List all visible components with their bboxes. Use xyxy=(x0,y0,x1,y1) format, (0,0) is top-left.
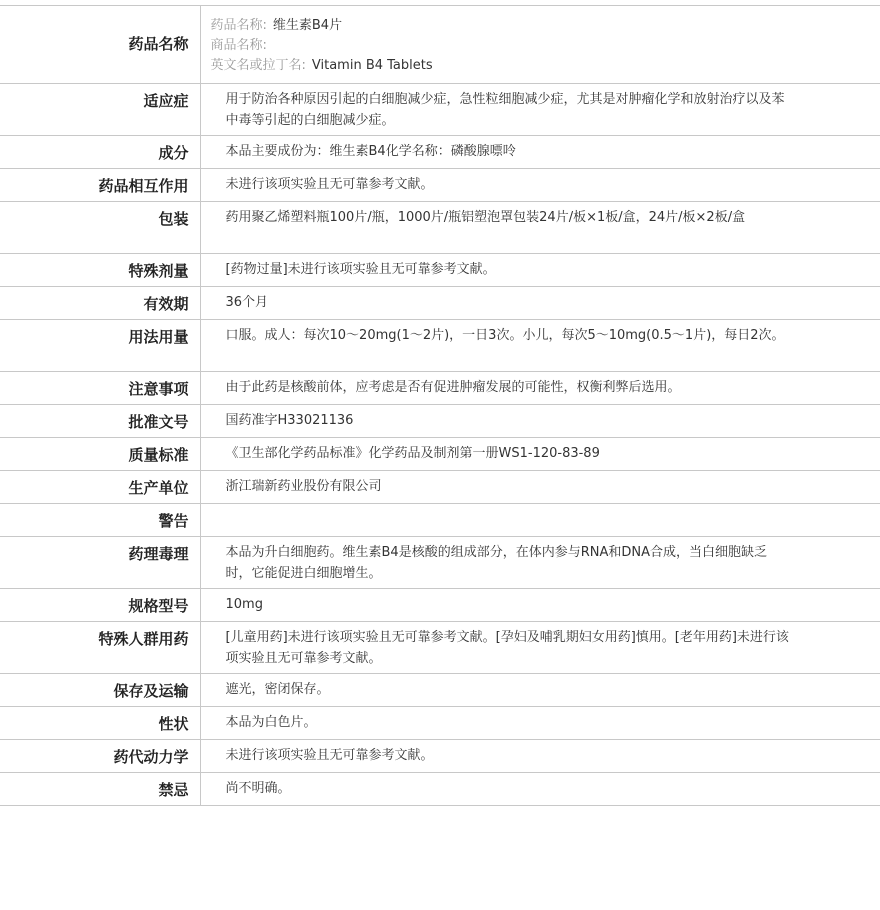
row-value-text: 浙江瑞新药业股份有限公司 xyxy=(225,479,382,494)
row-label xyxy=(0,589,200,622)
row-value xyxy=(200,372,880,405)
spec-row-precautions xyxy=(0,372,880,405)
row-label-text: 禁忌 xyxy=(158,781,189,799)
row-value xyxy=(200,254,880,287)
row-label-text: 成分 xyxy=(158,144,189,162)
row-label xyxy=(0,84,200,136)
english-name-line xyxy=(211,56,791,76)
spec-row-interactions xyxy=(0,169,880,202)
spec-row-name xyxy=(0,6,880,84)
row-label-text: 批准文号 xyxy=(128,413,189,431)
row-label xyxy=(0,6,200,84)
row-value xyxy=(200,674,880,707)
row-value-text: 36个月 xyxy=(225,295,269,310)
spec-row-manufacturer xyxy=(0,471,880,504)
row-label xyxy=(0,169,200,202)
row-label xyxy=(0,674,200,707)
row-label-text: 药品相互作用 xyxy=(98,177,189,195)
spec-row-warning xyxy=(0,504,880,537)
row-value xyxy=(200,84,880,136)
row-value xyxy=(200,537,880,589)
row-label-text: 用法用量 xyxy=(128,328,189,346)
row-value-text: 药用聚乙烯塑料瓶100片/瓶，1000片/瓶铝塑泡罩包装24片/板×1板/盒，24片/板×2板/盒 xyxy=(225,210,746,225)
spec-row-ingredients xyxy=(0,136,880,169)
row-value xyxy=(200,287,880,320)
spec-row-quality-standard xyxy=(0,438,880,471)
row-label xyxy=(0,504,200,537)
row-value xyxy=(200,202,880,254)
generic-name-line xyxy=(211,16,791,36)
drug-spec-table xyxy=(0,5,880,806)
row-label xyxy=(0,287,200,320)
row-value-text: [儿童用药]未进行该项实验且无可靠参考文献。[孕妇及哺乳期妇女用药]慎用。[老年用药]未进行该项实验且无可靠参考文献。 xyxy=(225,630,789,666)
row-value xyxy=(200,136,880,169)
row-label-text: 适应症 xyxy=(143,92,189,110)
row-label-text: 药代动力学 xyxy=(113,748,189,766)
spec-row-dosage xyxy=(0,320,880,372)
row-label-text: 药理毒理 xyxy=(128,545,189,563)
row-value-text xyxy=(226,504,791,509)
row-value xyxy=(200,707,880,740)
row-label xyxy=(0,740,200,773)
row-label xyxy=(0,438,200,471)
row-label-text: 生产单位 xyxy=(128,479,189,497)
spec-row-appearance xyxy=(0,707,880,740)
row-label xyxy=(0,405,200,438)
name-block xyxy=(211,6,791,76)
row-value xyxy=(200,169,880,202)
row-value xyxy=(200,438,880,471)
row-label-text: 注意事项 xyxy=(128,380,189,398)
row-value-text: 《卫生部化学药品标准》化学药品及制剂第一册WS1-120-83-89 xyxy=(225,446,600,461)
row-label xyxy=(0,707,200,740)
row-label xyxy=(0,202,200,254)
row-value-text: 本品主要成份为：维生素B4化学名称：磷酸腺嘌呤 xyxy=(225,144,516,159)
row-value xyxy=(200,504,880,537)
row-value xyxy=(200,471,880,504)
spec-row-pharmacology xyxy=(0,537,880,589)
spec-row-indications xyxy=(0,84,880,136)
row-value xyxy=(200,589,880,622)
row-label-text: 特殊人群用药 xyxy=(98,630,189,648)
row-label xyxy=(0,471,200,504)
generic-name-key: 药品名称: xyxy=(210,18,267,33)
spec-row-specification xyxy=(0,589,880,622)
row-value-text: 未进行该项实验且无可靠参考文献。 xyxy=(225,748,434,763)
spec-row-packaging xyxy=(0,202,880,254)
trade-name-line xyxy=(211,36,791,56)
row-value-text: 尚不明确。 xyxy=(225,781,291,796)
row-value-text: 本品为升白细胞药。维生素B4是核酸的组成部分，在体内参与RNA和DNA合成，当白细胞缺乏时，它能促进白细胞增生。 xyxy=(225,545,767,581)
spec-row-special-populations xyxy=(0,622,880,674)
row-value-text: [药物过量]未进行该项实验且无可靠参考文献。 xyxy=(225,262,496,277)
row-value-text: 未进行该项实验且无可靠参考文献。 xyxy=(225,177,434,192)
row-label-text: 特殊剂量 xyxy=(128,262,189,280)
row-label xyxy=(0,254,200,287)
row-label-text: 规格型号 xyxy=(128,597,189,615)
row-label xyxy=(0,773,200,806)
row-label-text: 药品名称 xyxy=(128,35,189,53)
row-label-text: 有效期 xyxy=(143,295,189,313)
row-value-text: 口服。成人：每次10～20mg(1～2片)，一日3次。小儿，每次5～10mg(0.5～1片)，每日2次。 xyxy=(225,328,785,343)
row-label-text: 包装 xyxy=(158,210,189,228)
row-value-text: 由于此药是核酸前体，应考虑是否有促进肿瘤发展的可能性，权衡利弊后选用。 xyxy=(225,380,681,395)
row-value xyxy=(200,405,880,438)
row-value-text: 用于防治各种原因引起的白细胞减少症，急性粒细胞减少症，尤其是对肿瘤化学和放射治疗以及苯中毒等引起的白细胞减少症。 xyxy=(225,92,785,128)
row-label xyxy=(0,372,200,405)
english-name-value: Vitamin B4 Tablets xyxy=(311,58,433,73)
row-label xyxy=(0,136,200,169)
spec-row-approval-number xyxy=(0,405,880,438)
row-value xyxy=(200,622,880,674)
row-value xyxy=(200,320,880,372)
row-value-text: 本品为白色片。 xyxy=(225,715,317,730)
row-label xyxy=(0,320,200,372)
row-label-text: 性状 xyxy=(158,715,189,733)
row-value xyxy=(200,740,880,773)
generic-name-value: 维生素B4片 xyxy=(272,18,343,33)
trade-name-key: 商品名称: xyxy=(210,38,267,53)
english-name-key: 英文名或拉丁名: xyxy=(210,58,306,73)
row-label xyxy=(0,622,200,674)
row-value xyxy=(200,6,880,84)
spec-row-storage xyxy=(0,674,880,707)
spec-row-pharmacokinetics xyxy=(0,740,880,773)
spec-row-special-dosage xyxy=(0,254,880,287)
row-value xyxy=(200,773,880,806)
row-value-text: 10mg xyxy=(225,597,263,612)
row-label-text: 警告 xyxy=(158,512,189,530)
spec-row-shelf-life xyxy=(0,287,880,320)
row-label xyxy=(0,537,200,589)
spec-row-contraindications xyxy=(0,773,880,806)
row-label-text: 保存及运输 xyxy=(113,682,189,700)
row-label-text: 质量标准 xyxy=(128,446,189,464)
row-value-text: 国药准字H33021136 xyxy=(225,413,354,428)
drug-spec-document xyxy=(0,5,880,806)
row-value-text: 遮光，密闭保存。 xyxy=(225,682,330,697)
